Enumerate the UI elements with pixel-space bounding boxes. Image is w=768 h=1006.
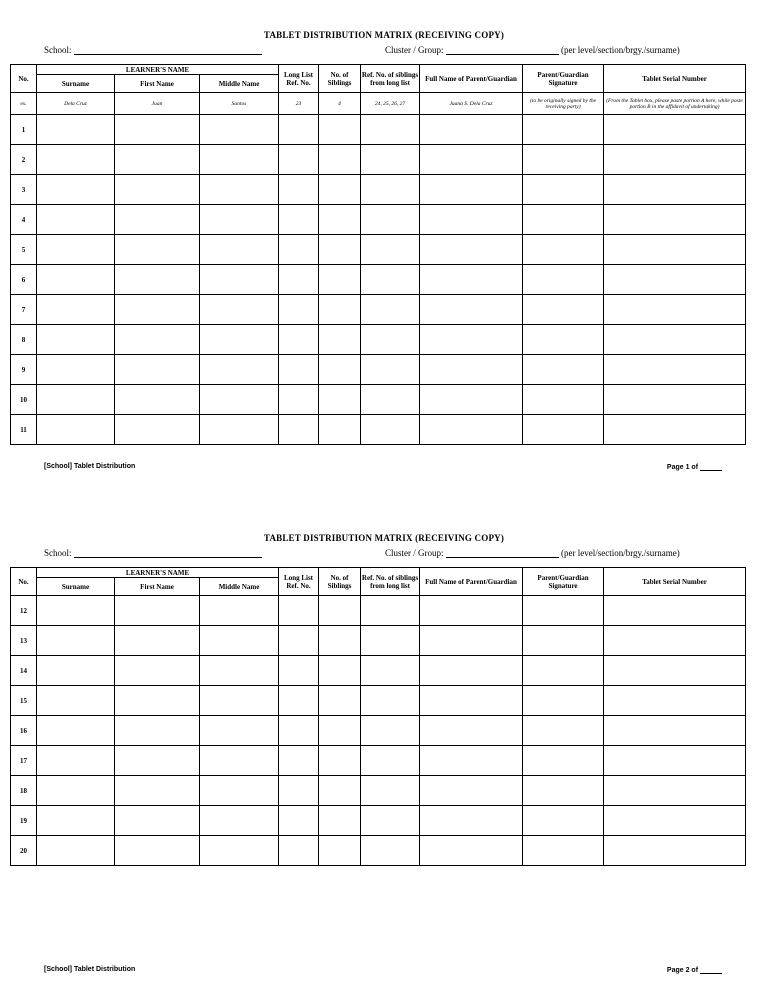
serial-cell[interactable]	[604, 836, 746, 866]
parent-name-cell[interactable]	[420, 355, 523, 385]
surname-cell[interactable]	[37, 415, 115, 445]
ref-siblings-cell[interactable]	[361, 415, 420, 445]
table-row	[11, 836, 746, 866]
middle-name-cell[interactable]	[200, 836, 279, 866]
ref-siblings-cell[interactable]	[361, 325, 420, 355]
ref-siblings-cell[interactable]	[361, 686, 420, 716]
page2-title: TABLET DISTRIBUTION MATRIX (RECEIVING COPY)	[263, 533, 505, 543]
serial-cell[interactable]	[604, 686, 746, 716]
siblings-cell[interactable]	[319, 325, 361, 355]
header-first-name: First Name	[115, 578, 200, 596]
serial-cell[interactable]	[604, 806, 746, 836]
header-no: No.	[11, 65, 37, 93]
long-list-ref-cell[interactable]	[279, 836, 319, 866]
ref-siblings-cell[interactable]	[361, 205, 420, 235]
page1-page-label: Page 1 of	[666, 464, 699, 471]
first-name-cell[interactable]	[115, 836, 200, 866]
page1-cluster-field[interactable]	[385, 45, 680, 55]
page2-footer-right	[667, 966, 722, 974]
middle-name-cell[interactable]	[200, 205, 279, 235]
serial-cell[interactable]	[604, 205, 746, 235]
surname-cell[interactable]	[37, 175, 115, 205]
long-list-ref-cell[interactable]	[279, 175, 319, 205]
example-label: ex.	[11, 93, 37, 115]
parent-name-cell[interactable]	[420, 325, 523, 355]
table-row	[11, 295, 746, 325]
surname-cell[interactable]	[37, 355, 115, 385]
table-row	[11, 716, 746, 746]
example-middle-name: Santos	[200, 93, 279, 115]
middle-name-cell[interactable]	[200, 115, 279, 145]
ref-siblings-cell[interactable]	[361, 746, 420, 776]
siblings-cell[interactable]	[319, 716, 361, 746]
cluster-input-line[interactable]	[446, 549, 559, 558]
page2-rows	[11, 596, 746, 866]
ref-siblings-cell[interactable]	[361, 776, 420, 806]
ref-siblings-cell[interactable]	[361, 385, 420, 415]
table-row	[11, 596, 746, 626]
header-parent-name: Full Name of Parent/Guardian	[420, 65, 523, 93]
row-number: 13	[11, 626, 37, 656]
surname-cell[interactable]	[37, 265, 115, 295]
cluster-label: Cluster / Group:	[385, 548, 444, 558]
long-list-ref-cell[interactable]	[279, 295, 319, 325]
first-name-cell[interactable]	[115, 716, 200, 746]
row-number: 12	[11, 596, 37, 626]
middle-name-cell[interactable]	[200, 325, 279, 355]
row-number: 9	[11, 355, 37, 385]
header-parent-signature: Parent/Guardian Signature	[523, 568, 604, 596]
row-number: 6	[11, 265, 37, 295]
ref-siblings-cell[interactable]	[361, 596, 420, 626]
first-name-cell[interactable]	[115, 205, 200, 235]
siblings-cell[interactable]	[319, 686, 361, 716]
parent-signature-cell[interactable]	[523, 325, 604, 355]
parent-name-cell[interactable]	[420, 175, 523, 205]
school-label: School:	[44, 45, 72, 55]
first-name-cell[interactable]	[115, 295, 200, 325]
serial-cell[interactable]	[604, 325, 746, 355]
surname-cell[interactable]	[37, 235, 115, 265]
cluster-hint: (per level/section/brgy./surname)	[561, 548, 680, 558]
page2-cluster-field[interactable]	[385, 548, 680, 558]
siblings-cell[interactable]	[319, 776, 361, 806]
parent-name-cell[interactable]	[420, 115, 523, 145]
siblings-cell[interactable]	[319, 596, 361, 626]
header-siblings: No. of Siblings	[319, 568, 361, 596]
siblings-cell[interactable]	[319, 656, 361, 686]
header-no: No.	[11, 568, 37, 596]
first-name-cell[interactable]	[115, 325, 200, 355]
siblings-cell[interactable]	[319, 235, 361, 265]
parent-signature-cell[interactable]	[523, 235, 604, 265]
header-first-name: First Name	[115, 75, 200, 93]
siblings-cell[interactable]	[319, 746, 361, 776]
first-name-cell[interactable]	[115, 175, 200, 205]
parent-name-cell[interactable]	[420, 415, 523, 445]
siblings-cell[interactable]	[319, 355, 361, 385]
parent-name-cell[interactable]	[420, 145, 523, 175]
siblings-cell[interactable]	[319, 175, 361, 205]
parent-signature-cell[interactable]	[523, 145, 604, 175]
row-number: 11	[11, 415, 37, 445]
long-list-ref-cell[interactable]	[279, 746, 319, 776]
table-row	[11, 686, 746, 716]
header-long-list-ref: Long List Ref. No.	[279, 568, 319, 596]
parent-signature-cell[interactable]	[523, 626, 604, 656]
siblings-cell[interactable]	[319, 385, 361, 415]
parent-signature-cell[interactable]	[523, 656, 604, 686]
surname-cell[interactable]	[37, 145, 115, 175]
middle-name-cell[interactable]	[200, 716, 279, 746]
surname-cell[interactable]	[37, 686, 115, 716]
parent-signature-cell[interactable]	[523, 385, 604, 415]
school-input-line[interactable]	[74, 46, 262, 55]
middle-name-cell[interactable]	[200, 656, 279, 686]
header-middle-name: Middle Name	[200, 578, 279, 596]
long-list-ref-cell[interactable]	[279, 415, 319, 445]
middle-name-cell[interactable]	[200, 175, 279, 205]
siblings-cell[interactable]	[319, 295, 361, 325]
long-list-ref-cell[interactable]	[279, 596, 319, 626]
first-name-cell[interactable]	[115, 746, 200, 776]
table-row	[11, 235, 746, 265]
middle-name-cell[interactable]	[200, 626, 279, 656]
school-label: School:	[44, 548, 72, 558]
first-name-cell[interactable]	[115, 626, 200, 656]
page1-rows	[11, 115, 746, 445]
ref-siblings-cell[interactable]	[361, 295, 420, 325]
cluster-hint: (per level/section/brgy./surname)	[561, 45, 680, 55]
serial-cell[interactable]	[604, 265, 746, 295]
middle-name-cell[interactable]	[200, 235, 279, 265]
page2-school-field[interactable]	[44, 548, 262, 558]
first-name-cell[interactable]	[115, 385, 200, 415]
middle-name-cell[interactable]	[200, 265, 279, 295]
parent-name-cell[interactable]	[420, 656, 523, 686]
siblings-cell[interactable]	[319, 836, 361, 866]
example-first-name: Juan	[115, 93, 200, 115]
parent-name-cell[interactable]	[420, 265, 523, 295]
surname-cell[interactable]	[37, 626, 115, 656]
row-number: 15	[11, 686, 37, 716]
middle-name-cell[interactable]	[200, 385, 279, 415]
parent-signature-cell[interactable]	[523, 776, 604, 806]
serial-cell[interactable]	[604, 235, 746, 265]
middle-name-cell[interactable]	[200, 776, 279, 806]
table-row	[11, 355, 746, 385]
middle-name-cell[interactable]	[200, 145, 279, 175]
surname-cell[interactable]	[37, 115, 115, 145]
serial-cell[interactable]	[604, 746, 746, 776]
long-list-ref-cell[interactable]	[279, 806, 319, 836]
ref-siblings-cell[interactable]	[361, 836, 420, 866]
table-row	[11, 746, 746, 776]
surname-cell[interactable]	[37, 596, 115, 626]
siblings-cell[interactable]	[319, 265, 361, 295]
serial-cell[interactable]	[604, 145, 746, 175]
header-parent-name: Full Name of Parent/Guardian	[420, 568, 523, 596]
ref-siblings-cell[interactable]	[361, 355, 420, 385]
long-list-ref-cell[interactable]	[279, 776, 319, 806]
header-surname: Surname	[37, 75, 115, 93]
first-name-cell[interactable]	[115, 415, 200, 445]
surname-cell[interactable]	[37, 656, 115, 686]
table-row	[11, 806, 746, 836]
parent-signature-cell[interactable]	[523, 686, 604, 716]
serial-cell[interactable]	[604, 776, 746, 806]
page1-school-field[interactable]	[44, 45, 262, 55]
row-number: 10	[11, 385, 37, 415]
row-number: 8	[11, 325, 37, 355]
header-middle-name: Middle Name	[200, 75, 279, 93]
parent-signature-cell[interactable]	[523, 295, 604, 325]
header-parent-signature: Parent/Guardian Signature	[523, 65, 604, 93]
siblings-cell[interactable]	[319, 415, 361, 445]
serial-cell[interactable]	[604, 656, 746, 686]
first-name-cell[interactable]	[115, 235, 200, 265]
table-row	[11, 776, 746, 806]
middle-name-cell[interactable]	[200, 355, 279, 385]
surname-cell[interactable]	[37, 746, 115, 776]
surname-cell[interactable]	[37, 776, 115, 806]
page1-matrix-table	[10, 64, 746, 445]
surname-cell[interactable]	[37, 716, 115, 746]
row-number: 20	[11, 836, 37, 866]
row-number: 17	[11, 746, 37, 776]
serial-cell[interactable]	[604, 355, 746, 385]
serial-cell[interactable]	[604, 415, 746, 445]
ref-siblings-cell[interactable]	[361, 265, 420, 295]
header-long-list-ref: Long List Ref. No.	[279, 65, 319, 93]
long-list-ref-cell[interactable]	[279, 115, 319, 145]
serial-cell[interactable]	[604, 716, 746, 746]
long-list-ref-cell[interactable]	[279, 626, 319, 656]
parent-signature-cell[interactable]	[523, 115, 604, 145]
ref-siblings-cell[interactable]	[361, 175, 420, 205]
parent-signature-cell[interactable]	[523, 175, 604, 205]
first-name-cell[interactable]	[115, 806, 200, 836]
first-name-cell[interactable]	[115, 656, 200, 686]
row-number: 19	[11, 806, 37, 836]
table-row	[11, 115, 746, 145]
header-ref-siblings: Ref. No. of siblings from long list	[361, 65, 420, 93]
serial-cell[interactable]	[604, 385, 746, 415]
cluster-input-line[interactable]	[446, 46, 559, 55]
table-row	[11, 175, 746, 205]
middle-name-cell[interactable]	[200, 686, 279, 716]
row-number: 1	[11, 115, 37, 145]
page2-total-line[interactable]	[700, 966, 722, 974]
long-list-ref-cell[interactable]	[279, 145, 319, 175]
surname-cell[interactable]	[37, 295, 115, 325]
long-list-ref-cell[interactable]	[279, 205, 319, 235]
page1-total-line[interactable]	[700, 463, 722, 471]
example-long-list-ref: 23	[279, 93, 319, 115]
siblings-cell[interactable]	[319, 115, 361, 145]
example-siblings: 4	[319, 93, 361, 115]
school-input-line[interactable]	[74, 549, 262, 558]
long-list-ref-cell[interactable]	[279, 716, 319, 746]
parent-signature-cell[interactable]	[523, 415, 604, 445]
siblings-cell[interactable]	[319, 145, 361, 175]
surname-cell[interactable]	[37, 385, 115, 415]
serial-cell[interactable]	[604, 175, 746, 205]
parent-name-cell[interactable]	[420, 235, 523, 265]
header-ref-siblings: Ref. No. of siblings from long list	[361, 568, 420, 596]
long-list-ref-cell[interactable]	[279, 686, 319, 716]
example-row	[11, 93, 746, 115]
surname-cell[interactable]	[37, 836, 115, 866]
parent-name-cell[interactable]	[420, 205, 523, 235]
header-surname: Surname	[37, 578, 115, 596]
serial-cell[interactable]	[604, 295, 746, 325]
ref-siblings-cell[interactable]	[361, 806, 420, 836]
parent-name-cell[interactable]	[420, 806, 523, 836]
first-name-cell[interactable]	[115, 145, 200, 175]
row-number: 2	[11, 145, 37, 175]
ref-siblings-cell[interactable]	[361, 115, 420, 145]
example-parent-signature: (to be originally signed by the receiving party)	[523, 93, 604, 115]
parent-signature-cell[interactable]	[523, 205, 604, 235]
parent-signature-cell[interactable]	[523, 265, 604, 295]
serial-cell[interactable]	[604, 626, 746, 656]
serial-cell[interactable]	[604, 115, 746, 145]
page1-footer-right	[667, 463, 722, 471]
parent-name-cell[interactable]	[420, 746, 523, 776]
example-ref-siblings: 24, 25, 26, 27	[361, 93, 420, 115]
page1-title: TABLET DISTRIBUTION MATRIX (RECEIVING COPY)	[263, 30, 505, 40]
parent-signature-cell[interactable]	[523, 596, 604, 626]
page2-matrix-table	[10, 567, 746, 866]
cluster-label: Cluster / Group:	[385, 45, 444, 55]
ref-siblings-cell[interactable]	[361, 656, 420, 686]
ref-siblings-cell[interactable]	[361, 235, 420, 265]
header-serial: Tablet Serial Number	[604, 65, 746, 93]
header-siblings: No. of Siblings	[319, 65, 361, 93]
table-row	[11, 385, 746, 415]
middle-name-cell[interactable]	[200, 806, 279, 836]
row-number: 3	[11, 175, 37, 205]
row-number: 5	[11, 235, 37, 265]
long-list-ref-cell[interactable]	[279, 385, 319, 415]
first-name-cell[interactable]	[115, 686, 200, 716]
surname-cell[interactable]	[37, 806, 115, 836]
table-row	[11, 626, 746, 656]
header-learners-name: LEARNER'S NAME	[37, 568, 279, 578]
example-parent-name: Juana S. Dela Cruz	[420, 93, 523, 115]
long-list-ref-cell[interactable]	[279, 325, 319, 355]
serial-cell[interactable]	[604, 596, 746, 626]
surname-cell[interactable]	[37, 325, 115, 355]
table-row	[11, 415, 746, 445]
row-number: 14	[11, 656, 37, 686]
example-serial: (From the Tablet box, please paste portion A here, while paste portion B in the affidavit of undertaking)	[604, 93, 746, 115]
surname-cell[interactable]	[37, 205, 115, 235]
table-row	[11, 325, 746, 355]
first-name-cell[interactable]	[115, 115, 200, 145]
parent-name-cell[interactable]	[420, 836, 523, 866]
parent-name-cell[interactable]	[420, 385, 523, 415]
parent-signature-cell[interactable]	[523, 716, 604, 746]
middle-name-cell[interactable]	[200, 746, 279, 776]
parent-name-cell[interactable]	[420, 686, 523, 716]
page2-page-label: Page 2 of	[666, 967, 699, 974]
parent-name-cell[interactable]	[420, 626, 523, 656]
example-surname: Dela Cruz	[37, 93, 115, 115]
parent-signature-cell[interactable]	[523, 355, 604, 385]
parent-name-cell[interactable]	[420, 716, 523, 746]
row-number: 7	[11, 295, 37, 325]
header-serial: Tablet Serial Number	[604, 568, 746, 596]
ref-siblings-cell[interactable]	[361, 145, 420, 175]
parent-name-cell[interactable]	[420, 596, 523, 626]
long-list-ref-cell[interactable]	[279, 656, 319, 686]
siblings-cell[interactable]	[319, 626, 361, 656]
row-number: 18	[11, 776, 37, 806]
siblings-cell[interactable]	[319, 205, 361, 235]
parent-name-cell[interactable]	[420, 295, 523, 325]
header-learners-name: LEARNER'S NAME	[37, 65, 279, 75]
siblings-cell[interactable]	[319, 806, 361, 836]
page2-footer-left: [School] Tablet Distribution	[44, 966, 136, 973]
middle-name-cell[interactable]	[200, 596, 279, 626]
ref-siblings-cell[interactable]	[361, 626, 420, 656]
ref-siblings-cell[interactable]	[361, 716, 420, 746]
long-list-ref-cell[interactable]	[279, 265, 319, 295]
table-row	[11, 656, 746, 686]
parent-signature-cell[interactable]	[523, 746, 604, 776]
table-row	[11, 145, 746, 175]
first-name-cell[interactable]	[115, 355, 200, 385]
table-row	[11, 205, 746, 235]
middle-name-cell[interactable]	[200, 295, 279, 325]
first-name-cell[interactable]	[115, 596, 200, 626]
row-number: 4	[11, 205, 37, 235]
first-name-cell[interactable]	[115, 776, 200, 806]
parent-signature-cell[interactable]	[523, 836, 604, 866]
long-list-ref-cell[interactable]	[279, 235, 319, 265]
page1-footer-left: [School] Tablet Distribution	[44, 463, 136, 470]
row-number: 16	[11, 716, 37, 746]
parent-signature-cell[interactable]	[523, 806, 604, 836]
table-row	[11, 265, 746, 295]
long-list-ref-cell[interactable]	[279, 355, 319, 385]
first-name-cell[interactable]	[115, 265, 200, 295]
parent-name-cell[interactable]	[420, 776, 523, 806]
middle-name-cell[interactable]	[200, 415, 279, 445]
